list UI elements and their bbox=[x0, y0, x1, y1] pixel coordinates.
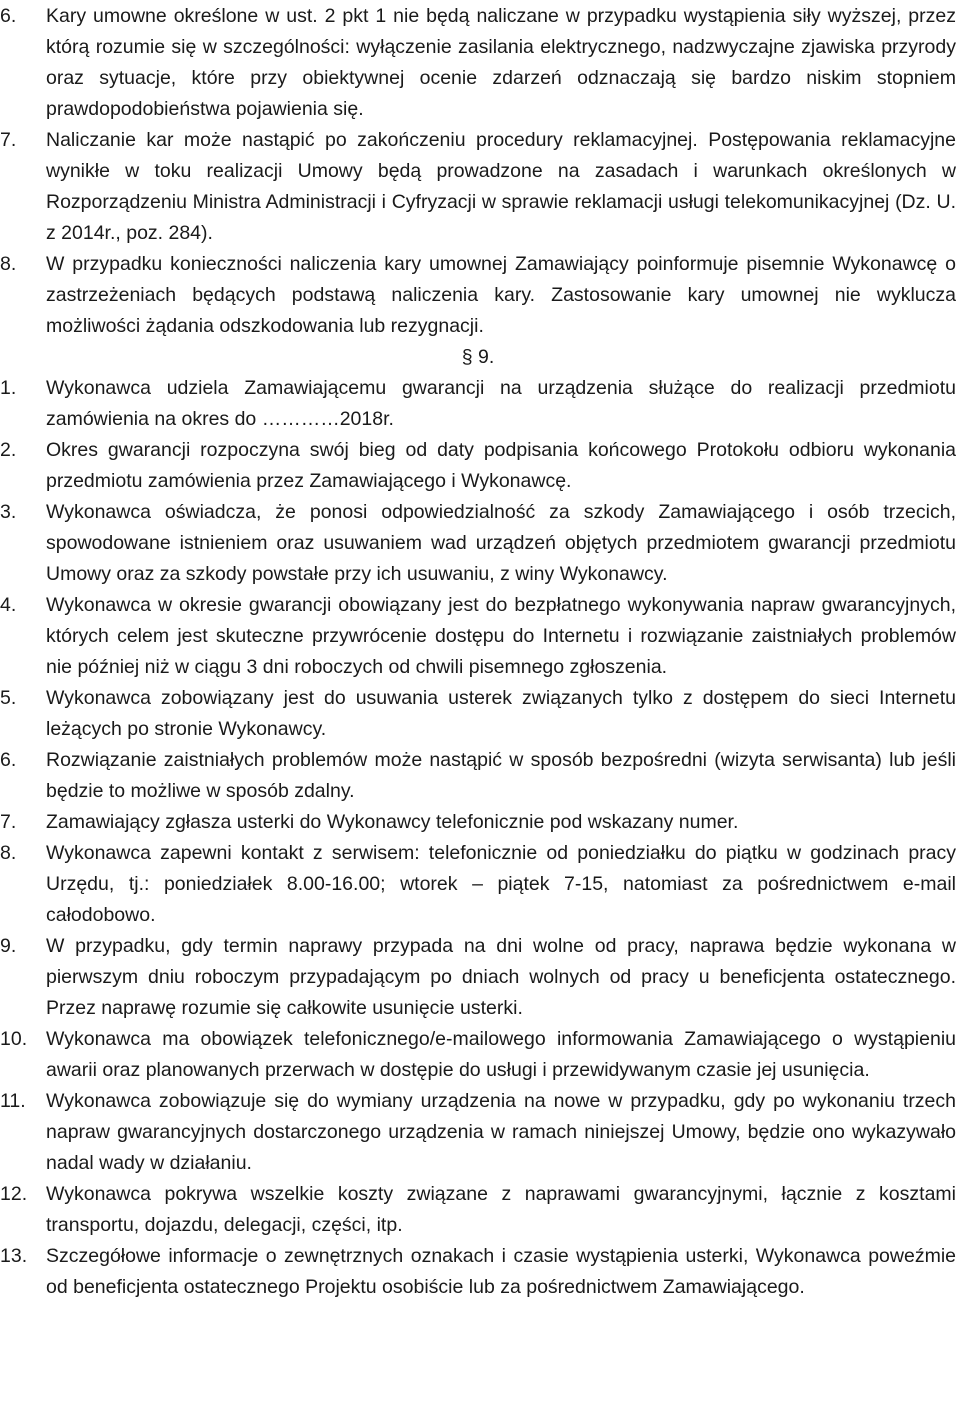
clause-number: 6. bbox=[0, 5, 17, 27]
warranty-item-8 bbox=[0, 838, 956, 931]
clause-text: Wykonawca zobowiązuje się do wymiany urządzenia na nowe w przypadku, gdy po wykonaniu trzech napraw gwarancyjnych dostarczonego urządzenia w ramach niniejszej Umowy, będzie ono wykazywało nadal wady w działaniu. bbox=[46, 1090, 956, 1174]
warranty-item-10 bbox=[0, 1024, 956, 1086]
clause-text: Wykonawca ma obowiązek telefonicznego/e-mailowego informowania Zamawiającego o wystąpieniu awarii oraz planowanych przerwach w dostępie do usługi i przewidywanym czasie jej usunięcia. bbox=[46, 1028, 956, 1081]
clause-number: 11. bbox=[0, 1090, 26, 1112]
clause-number: 6. bbox=[0, 749, 17, 771]
clause-number: 7. bbox=[0, 811, 17, 833]
clause-text: Wykonawca oświadcza, że ponosi odpowiedzialność za szkody Zamawiającego i osób trzecich, spowodowane istnieniem oraz usuwaniem wad urządzeń objętych przedmiotem gwarancji przedmiotu Umowy oraz za szkody powstałe przy ich usuwaniu, z winy Wykonawcy. bbox=[46, 501, 956, 585]
warranty-item-3 bbox=[0, 497, 956, 590]
clause-number: 10. bbox=[0, 1028, 28, 1050]
clause-text: Kary umowne określone w ust. 2 pkt 1 nie będą naliczane w przypadku wystąpienia siły wyższej, przez którą rozumie się w szczególności: wyłączenie zasilania elektrycznego, nadzwyczajne zjawiska przyrody oraz sytuacje, które przy obiektywnej ocenie zdarzeń odznaczają się bardzo niskim stopniem prawdopodobieństwa pojawienia się. bbox=[46, 5, 956, 120]
clause-text: Wykonawca zobowiązany jest do usuwania usterek związanych tylko z dostępem do sieci Internetu leżących po stronie Wykonawcy. bbox=[46, 687, 956, 740]
warranty-item-12 bbox=[0, 1179, 956, 1241]
clause-text: Naliczanie kar może nastąpić po zakończeniu procedury reklamacyjnej. Postępowania reklamacyjne wynikłe w toku realizacji Umowy będą prowadzone na zasadach i warunkach określonych w Rozporządzeniu Ministra Administracji i Cyfryzacji w sprawie reklamacji usługi telekomunikacyjnej (Dz. U. z 2014r., poz. 284). bbox=[46, 129, 956, 244]
clause-number: 1. bbox=[0, 377, 17, 399]
clause-number: 3. bbox=[0, 501, 17, 523]
clause-text: W przypadku, gdy termin naprawy przypada na dni wolne od pracy, naprawa będzie wykonana w pierwszym dniu roboczym przypadającym po dniach wolnych od pracy u beneficjenta ostatecznego. Przez naprawę rozumie się całkowite usunięcie usterki. bbox=[46, 935, 956, 1019]
clause-number: 9. bbox=[0, 935, 17, 957]
section-heading: § 9. bbox=[461, 346, 495, 368]
clause-text: Szczegółowe informacje o zewnętrznych oznakach i czasie wystąpienia usterki, Wykonawca poweźmie od beneficjenta ostatecznego Projektu osobiście lub za pośrednictwem Zamawiającego. bbox=[46, 1245, 956, 1298]
clause-number: 2. bbox=[0, 439, 17, 461]
clause-text: Okres gwarancji rozpoczyna swój bieg od daty podpisania końcowego Protokołu odbioru wykonania przedmiotu zamówienia przez Zamawiającego i Wykonawcę. bbox=[46, 439, 956, 492]
clause-number: 5. bbox=[0, 687, 17, 709]
clause-number: 4. bbox=[0, 594, 17, 616]
clause-text: Zamawiający zgłasza usterki do Wykonawcy telefonicznie pod wskazany numer. bbox=[46, 811, 739, 833]
clause-number: 8. bbox=[0, 842, 17, 864]
clause-6-item bbox=[0, 1, 956, 125]
warranty-item-2 bbox=[0, 435, 956, 497]
clause-text: Wykonawca pokrywa wszelkie koszty związane z naprawami gwarancyjnymi, łącznie z kosztami transportu, dojazdu, delegacji, części, itp. bbox=[46, 1183, 956, 1236]
clause-number: 8. bbox=[0, 253, 17, 275]
clause-number: 7. bbox=[0, 129, 17, 151]
clause-7-item bbox=[0, 125, 956, 249]
clause-text: Wykonawca w okresie gwarancji obowiązany jest do bezpłatnego wykonywania napraw gwarancyjnych, których celem jest skuteczne przywrócenie dostępu do Internetu i rozwiązanie zaistniałych problemów nie później niż w ciągu 3 dni roboczych od chwili pisemnego zgłoszenia. bbox=[46, 594, 956, 678]
warranty-item-5 bbox=[0, 683, 956, 745]
clause-text: W przypadku konieczności naliczenia kary umownej Zamawiający poinformuje pisemnie Wykonawcę o zastrzeżeniach będących podstawą naliczenia kary. Zastosowanie kary umownej nie wyklucza możliwości żądania odszkodowania lub rezygnacji. bbox=[46, 253, 956, 337]
warranty-item-13 bbox=[0, 1241, 956, 1303]
warranty-item-7 bbox=[0, 807, 956, 838]
warranty-item-9 bbox=[0, 931, 956, 1024]
clause-text: Wykonawca udziela Zamawiającemu gwarancji na urządzenia służące do realizacji przedmiotu zamówienia na okres do …………2018r. bbox=[46, 377, 956, 430]
clause-8-item bbox=[0, 249, 956, 342]
clause-text: Rozwiązanie zaistniałych problemów może nastąpić w sposób bezpośredni (wizyta serwisanta) lub jeśli będzie to możliwe w sposób zdalny. bbox=[46, 749, 956, 802]
clause-number: 13. bbox=[0, 1245, 28, 1267]
warranty-item-1 bbox=[0, 373, 956, 435]
clause-number: 12. bbox=[0, 1183, 28, 1205]
warranty-item-11 bbox=[0, 1086, 956, 1179]
warranty-item-6 bbox=[0, 745, 956, 807]
warranty-item-4 bbox=[0, 590, 956, 683]
clause-text: Wykonawca zapewni kontakt z serwisem: telefonicznie od poniedziałku do piątku w godzinach pracy Urzędu, tj.: poniedziałek 8.00-16.00; wtorek – piątek 7-15, natomiast za pośrednictwem e-mail całodobowo. bbox=[46, 842, 956, 926]
